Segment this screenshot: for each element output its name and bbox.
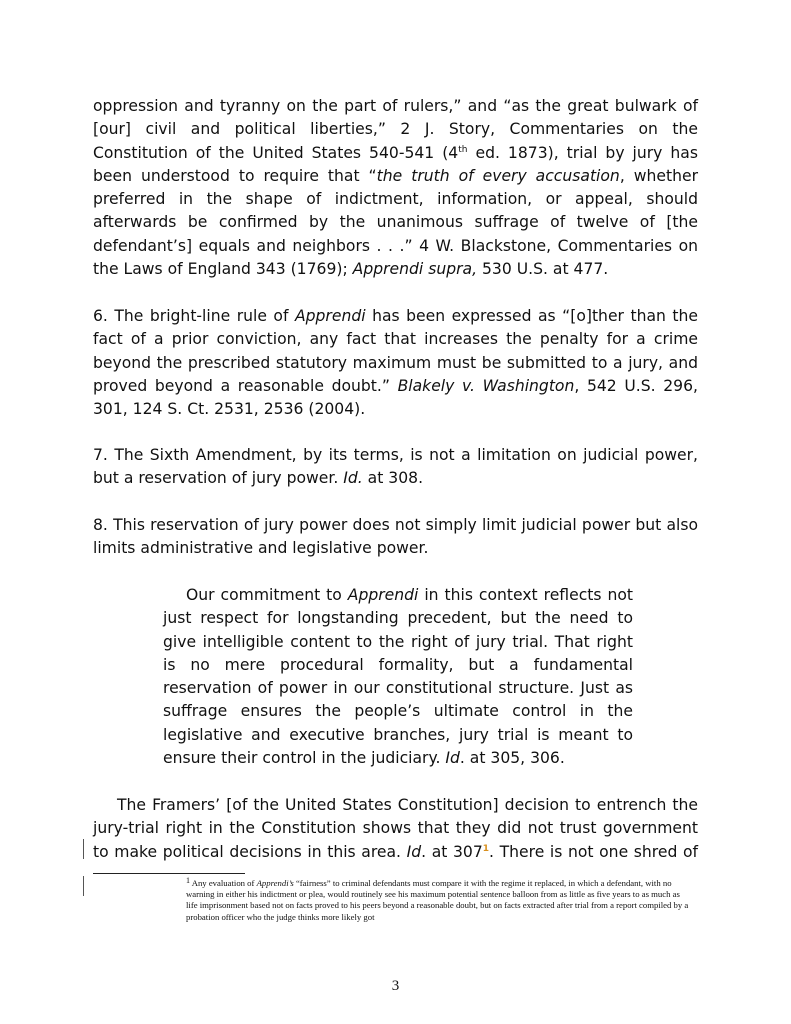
italic-citation: Id. (343, 469, 363, 488)
ordinal-superscript: th (458, 144, 468, 155)
text-run: . There is not one shred of (489, 842, 699, 861)
text-run: oppression and tyranny on the part of rulers,” and “as the great bulwark of [our] civil and political liberties,” 2 J. Story, Commentaries on the Constitution of the United States 540-541 (4 (93, 97, 698, 162)
italic-citation: Id (406, 842, 422, 861)
italic-text: the truth of every accusation (376, 166, 620, 185)
block-quote (163, 584, 633, 770)
text-run: has been expressed as “[o]ther than the fact of a prior conviction, any fact that increases the penalty for a crime beyond the prescribed statutory maximum must be submitted to a jury, and proved beyond a reasonable doubt.” (93, 307, 698, 395)
text-run: 530 U.S. at 477. (477, 260, 609, 279)
text-run: . at 305, 306. (459, 749, 565, 768)
italic-case-citation: Apprendi supra, (352, 260, 478, 279)
italic-case-name: Apprendi’s (256, 878, 294, 888)
text-run: ed. 1873), trial by jury has been understood to require that “ (93, 143, 698, 185)
text-run: . at 307 (421, 842, 483, 861)
page-number: 3 (391, 978, 400, 994)
italic-case-name: Apprendi (347, 586, 419, 604)
footnote-reference[interactable]: 1 (482, 843, 490, 854)
text-run: “fairness” to criminal defendants must compare it with the regime it replaced, in which a defendant, with no warning in either his indictment or plea, would routinely see his maximum potential sentence balloon from as little as five years to as much as life imprisonment based not on facts proved to his peers beyond a reasonable doubt, but on facts extracted after trial from a report compiled by a probation officer who the judge thinks more likely got (186, 878, 689, 922)
footnote (186, 878, 691, 923)
paragraph-6 (93, 305, 698, 421)
text-run: at 308. (362, 469, 424, 488)
text-run: in this context reflects not just respect for longstanding precedent, but the need to give intelligible content to the right of jury trial. That right is no mere procedural formality, but a fundamental reservation of power in our constitutional structure. Just as suffrage ensures the people’s ultimate control in the legislative and executive branches, jury trial is meant to ensure their control in the judiciary. (163, 586, 633, 768)
text-run: The Framers’ [of the United States Constitution] decision to entrench the jury-trial right in the Constitution shows that they did not trust government to make political decisions in this area. (93, 796, 698, 861)
text-run: , whether preferred in the shape of indictment, information, or appeal, should afterwards be confirmed by the unanimous suffrage of twelve of [the defendant’s] equals and neighbors . . .” 4 W. Blackstone, Commentaries on the Laws of England 343 (1769); (93, 166, 698, 279)
footnote-number: 1 (186, 876, 190, 885)
paragraph-framers (93, 794, 698, 864)
text-run: 6. The bright-line rule of (93, 307, 295, 325)
paragraph-7 (93, 444, 698, 491)
italic-case-name: Blakely v. Washington (397, 376, 575, 395)
paragraph-8: 8. This reservation of jury power does not simply limit judicial power but also limits administrative and legislative power. (93, 516, 698, 558)
text-run: Our commitment to (186, 586, 348, 604)
text-run: Any evaluation of (190, 878, 257, 888)
italic-citation: Id (445, 749, 460, 768)
text-run: 7. The Sixth Amendment, by its terms, is not a limitation on judicial power, but a reservation of jury power. (93, 446, 698, 488)
italic-case-name: Apprendi (294, 307, 366, 325)
revision-change-bar (83, 876, 84, 896)
text-run: , 542 U.S. 296, 301, 124 S. Ct. 2531, 2536 (2004). (93, 376, 698, 419)
footnote-separator (93, 873, 245, 874)
revision-change-bar (83, 839, 84, 859)
paragraph-continuation (93, 95, 698, 281)
